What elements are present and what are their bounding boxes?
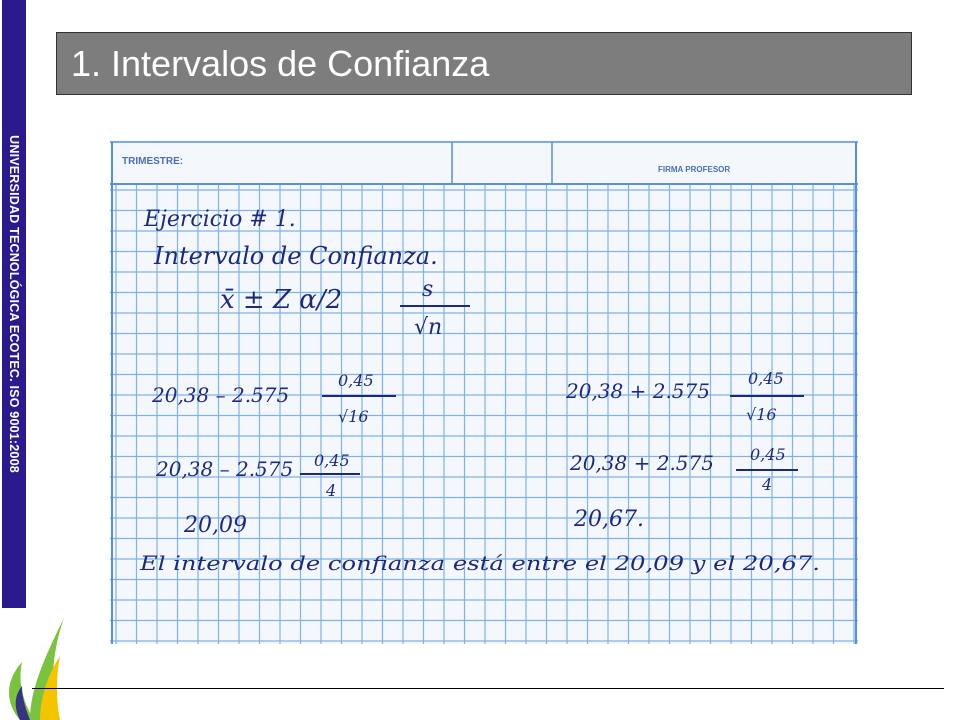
notebook-image bbox=[110, 140, 858, 644]
formula-denominator: √n bbox=[414, 315, 443, 340]
header-trimestre: TRIMESTRE: bbox=[122, 156, 184, 167]
right-calc-2-den: 4 bbox=[762, 475, 773, 494]
left-calc-1: 20,38 – 2.575 bbox=[152, 383, 290, 407]
left-calc-1-den: √16 bbox=[338, 407, 369, 426]
left-calc-2-num: 0,45 bbox=[314, 451, 350, 470]
university-logo bbox=[0, 612, 66, 720]
left-result: 20,09 bbox=[184, 513, 247, 538]
right-calc-1-den: √16 bbox=[746, 405, 777, 424]
exercise-heading: Ejercicio # 1. bbox=[144, 207, 296, 232]
exercise-subtitle: Intervalo de Confianza. bbox=[154, 242, 438, 270]
formula-main: x̄ ± Z α/2 bbox=[220, 285, 343, 315]
right-calc-1: 20,38 + 2.575 bbox=[566, 379, 710, 403]
page-title: 1. Intervalos de Confianza bbox=[71, 43, 490, 84]
sidebar-label-wrap bbox=[2, 0, 26, 608]
right-result: 20,67. bbox=[574, 507, 644, 532]
footer-divider bbox=[32, 688, 944, 689]
left-calc-2: 20,38 – 2.575 bbox=[156, 457, 294, 481]
formula-numerator: s bbox=[422, 277, 434, 302]
title-bar bbox=[56, 32, 912, 95]
left-calc-1-num: 0,45 bbox=[338, 371, 374, 390]
left-calc-2-den: 4 bbox=[326, 481, 337, 500]
right-calc-1-num: 0,45 bbox=[748, 369, 784, 388]
header-firma: FIRMA PROFESOR bbox=[658, 165, 731, 174]
right-calc-2-num: 0,45 bbox=[750, 445, 786, 464]
right-calc-2: 20,38 + 2.575 bbox=[570, 451, 714, 475]
sidebar-label: UNIVERSIDAD TECNOLÓGICA ECOTEC. ISO 9001:2008 bbox=[7, 135, 21, 473]
conclusion-line: El intervalo de confianza está entre el 20,09 y el 20,67. bbox=[138, 551, 820, 575]
